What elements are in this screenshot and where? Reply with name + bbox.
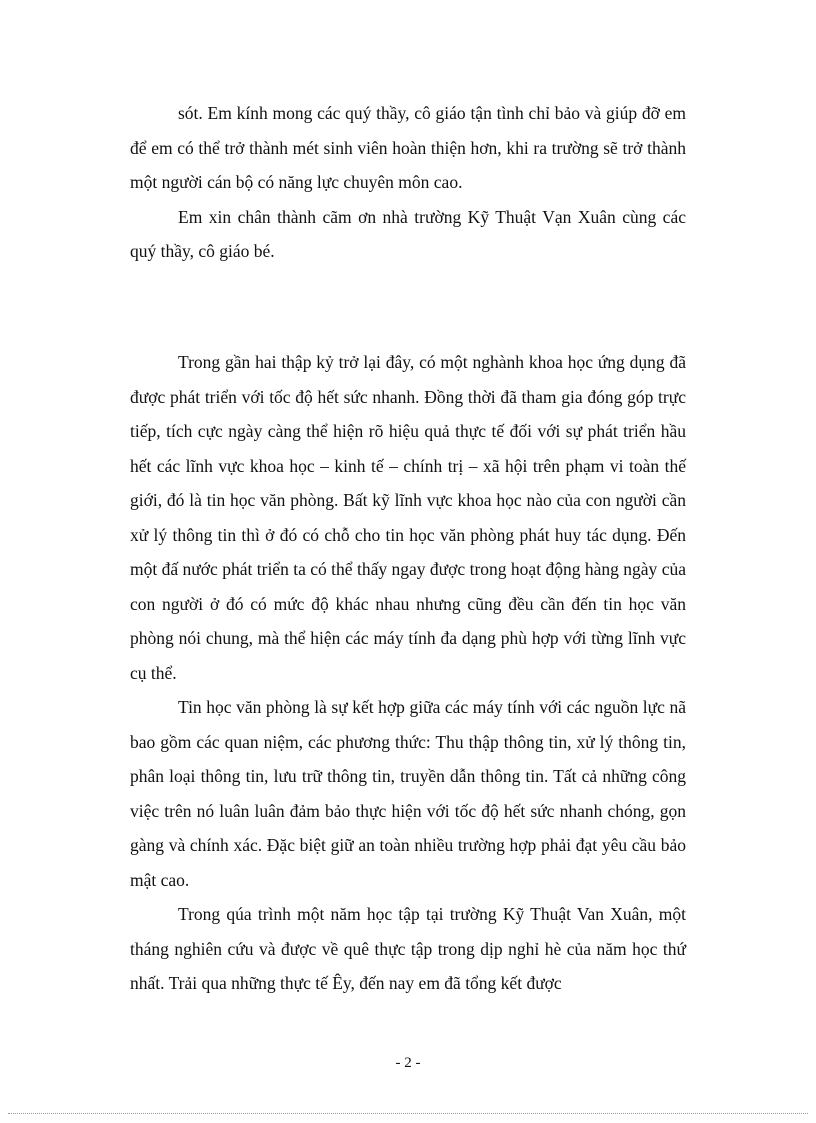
paragraph-thanks-continued: sót. Em kính mong các quý thầy, cô giáo tận tình chỉ bảo và giúp đỡ em để em có thể trở thành mét sinh viên hoàn thiện hơn, khi ra trường sẽ trở thành một người cán bộ có năng lực chuyên môn cao. <box>130 103 686 192</box>
closing-section <box>130 96 686 269</box>
paragraph-intro-1: Trong gần hai thập kỷ trở lại đây, có một nghành khoa học ứng dụng đã được phát triển với tốc độ hết sức nhanh. Đồng thời đã tham gia đóng góp trực tiếp, tích cực ngày càng thể hiện rõ hiệu quả thực tế đối với sự phát triển hầu hết các lĩnh vực khoa học – kinh tế – chính trị – xã hội trên phạm vi toàn thế giới, đó là tin học văn phòng. Bất kỹ lĩnh vực khoa học nào của con người cần xử lý thông tin thì ở đó có chỗ cho tin học văn phòng phát huy tác dụng. Đến một đấ nước phát triển ta có thể thấy ngay được trong hoạt động hàng ngày của con người ở đó có mức độ khác nhau nhưng cũng đều cần đến tin học văn phòng nói chung, mà thể hiện các máy tính đa dạng phù hợp với từng lĩnh vực cụ thể. <box>130 352 686 683</box>
paragraph-thanks-school: Em xin chân thành cãm ơn nhà trường Kỹ Thuật Vạn Xuân cùng các quý thầy, cô giáo bé. <box>130 206 686 261</box>
page-number: - 2 - <box>395 1055 421 1071</box>
paragraph-intro-2: Tin học văn phòng là sự kết hợp giữa các máy tính với các nguồn lực nã bao gồm các quan niệm, các phương thức: Thu thập thông tin, xử lý thông tin, phân loại thông tin, lưu trữ thông tin, truyền dẫn thông tin. Tất cả những công việc trên nó luân luân đảm bảo thực hiện với tốc độ hết sức nhanh chóng, gọn gàng và chính xác. Đặc biệt giữ an toàn nhiều trường hợp phải đạt yêu cầu bảo mật cao. <box>130 697 686 890</box>
paragraph-intro-3: Trong qúa trình một năm học tập tại trường Kỹ Thuật Van Xuân, một tháng nghiên cứu và được về quê thực tập trong dịp nghỉ hè của năm học thứ nhất. Trải qua những thực tế Êy, đến nay em đã tổng kết được <box>130 904 686 993</box>
page-bottom-divider <box>8 1113 808 1114</box>
introduction-section <box>130 345 686 1001</box>
